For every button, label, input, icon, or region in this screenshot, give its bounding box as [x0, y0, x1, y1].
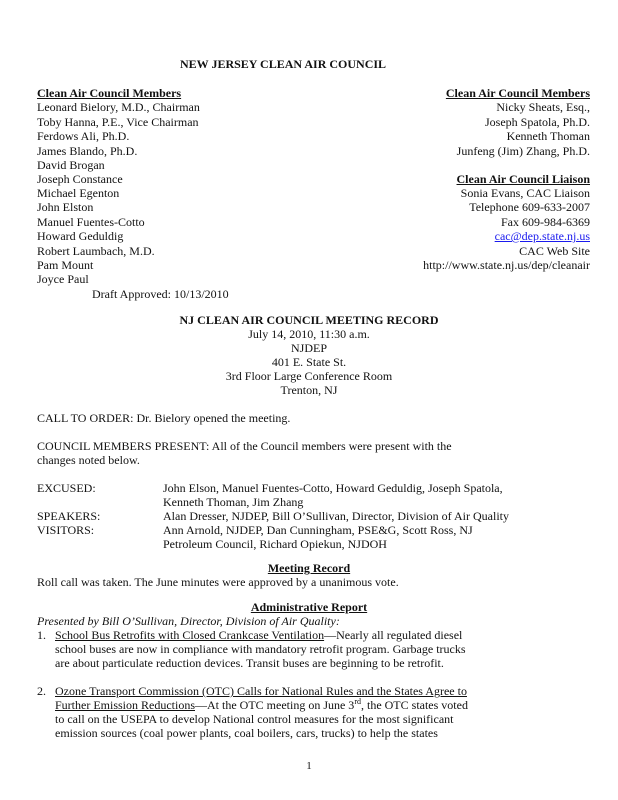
page-number: 1 — [306, 760, 312, 772]
superscript: rd — [354, 697, 361, 706]
member-name: Michael Egenton — [37, 186, 120, 200]
member-name: Joseph Spatola, Ph.D. — [485, 115, 590, 129]
left-members-heading: Clean Air Council Members — [37, 86, 182, 100]
item-text: , the OTC states voted — [360, 698, 468, 712]
excused-names: Kenneth Thoman, Jim Zhang — [163, 495, 304, 509]
member-name: Robert Laumbach, M.D. — [37, 244, 155, 258]
member-name: James Blando, Ph.D. — [37, 144, 138, 158]
member-name: Toby Hanna, P.E., Vice Chairman — [37, 115, 199, 129]
visitors-names: Ann Arnold, NJDEP, Dan Cunningham, PSE&G, Scott Ross, NJ — [163, 523, 473, 537]
right-members-heading: Clean Air Council Members — [445, 86, 590, 100]
excused-names: John Elson, Manuel Fuentes-Cotto, Howard Geduldig, Joseph Spatola, — [163, 481, 503, 495]
member-name: John Elston — [37, 200, 94, 214]
item-text: emission sources (coal power plants, coal boilers, cars, trucks) to help the states — [55, 726, 438, 740]
member-name: Joyce Paul — [37, 272, 89, 286]
members-present-line: COUNCIL MEMBERS PRESENT: All of the Council members were present with the — [37, 439, 452, 453]
visitors-label: VISITORS: — [37, 523, 95, 537]
member-name: Ferdows Ali, Ph.D. — [37, 129, 130, 143]
member-name: Junfeng (Jim) Zhang, Ph.D. — [456, 144, 590, 158]
member-name: Nicky Sheats, Esq., — [496, 100, 590, 114]
website-label: CAC Web Site — [519, 244, 590, 258]
visitors-names: Petroleum Council, Richard Opiekun, NJDOH — [163, 537, 387, 551]
item-text: —Nearly all regulated diesel — [324, 628, 463, 642]
member-name: Manuel Fuentes-Cotto — [37, 215, 145, 229]
meeting-room: 3rd Floor Large Conference Room — [225, 369, 393, 383]
liaison-email-link[interactable]: cac@dep.state.nj.us — [494, 229, 590, 243]
list-item — [55, 628, 462, 643]
member-name: David Brogan — [37, 158, 105, 172]
speakers-label: SPEAKERS: — [37, 509, 101, 523]
liaison-heading: Clean Air Council Liaison — [456, 172, 590, 186]
meeting-date: July 14, 2010, 11:30 a.m. — [248, 327, 370, 341]
member-name: Pam Mount — [37, 258, 94, 272]
liaison-telephone: Telephone 609-633-2007 — [469, 200, 590, 214]
website-url: http://www.state.nj.us/dep/cleanair — [423, 258, 590, 272]
meeting-record-title: NJ CLEAN AIR COUNCIL MEETING RECORD — [179, 313, 439, 327]
item-text: to call on the USEPA to develop National control measures for the most significant — [55, 712, 454, 726]
item-title: School Bus Retrofits with Closed Crankcase Ventilation — [55, 628, 325, 642]
liaison-name: Sonia Evans, CAC Liaison — [460, 186, 590, 200]
excused-label: EXCUSED: — [37, 481, 96, 495]
member-name: Howard Geduldig — [37, 229, 124, 243]
presented-by: Presented by Bill O’Sullivan, Director, Division of Air Quality: — [37, 614, 340, 628]
council-title: NEW JERSEY CLEAN AIR COUNCIL — [180, 57, 387, 71]
member-name: Joseph Constance — [37, 172, 123, 186]
liaison-fax: Fax 609-984-6369 — [501, 215, 590, 229]
item-title: Ozone Transport Commission (OTC) Calls for National Rules and the States Agree to — [55, 684, 467, 698]
roll-call: Roll call was taken. The June minutes were approved by a unanimous vote. — [37, 575, 399, 589]
item-text: school buses are now in compliance with mandatory retrofit program. Garbage trucks — [55, 642, 466, 656]
list-item — [55, 698, 468, 713]
draft-approved: Draft Approved: 10/13/2010 — [92, 287, 229, 301]
item-text: are about particulate reduction devices. Transit buses are beginning to be retrofit. — [55, 656, 444, 670]
item-title: Further Emission Reductions — [55, 698, 195, 712]
administrative-report-heading: Administrative Report — [250, 600, 368, 614]
item-number: 1. — [37, 628, 46, 642]
item-number: 2. — [37, 684, 46, 698]
meeting-record-heading: Meeting Record — [267, 561, 351, 575]
meeting-org: NJDEP — [290, 341, 327, 355]
member-name: Leonard Bielory, M.D., Chairman — [37, 100, 200, 114]
meeting-city: Trenton, NJ — [280, 383, 338, 397]
call-to-order: CALL TO ORDER: Dr. Bielory opened the meeting. — [37, 411, 291, 425]
meeting-address: 401 E. State St. — [271, 355, 347, 369]
member-name: Kenneth Thoman — [506, 129, 590, 143]
item-text: —At the OTC meeting on June 3 — [195, 698, 355, 712]
members-present-line: changes noted below. — [37, 453, 140, 467]
speakers-names: Alan Dresser, NJDEP, Bill O’Sullivan, Director, Division of Air Quality — [163, 509, 510, 523]
